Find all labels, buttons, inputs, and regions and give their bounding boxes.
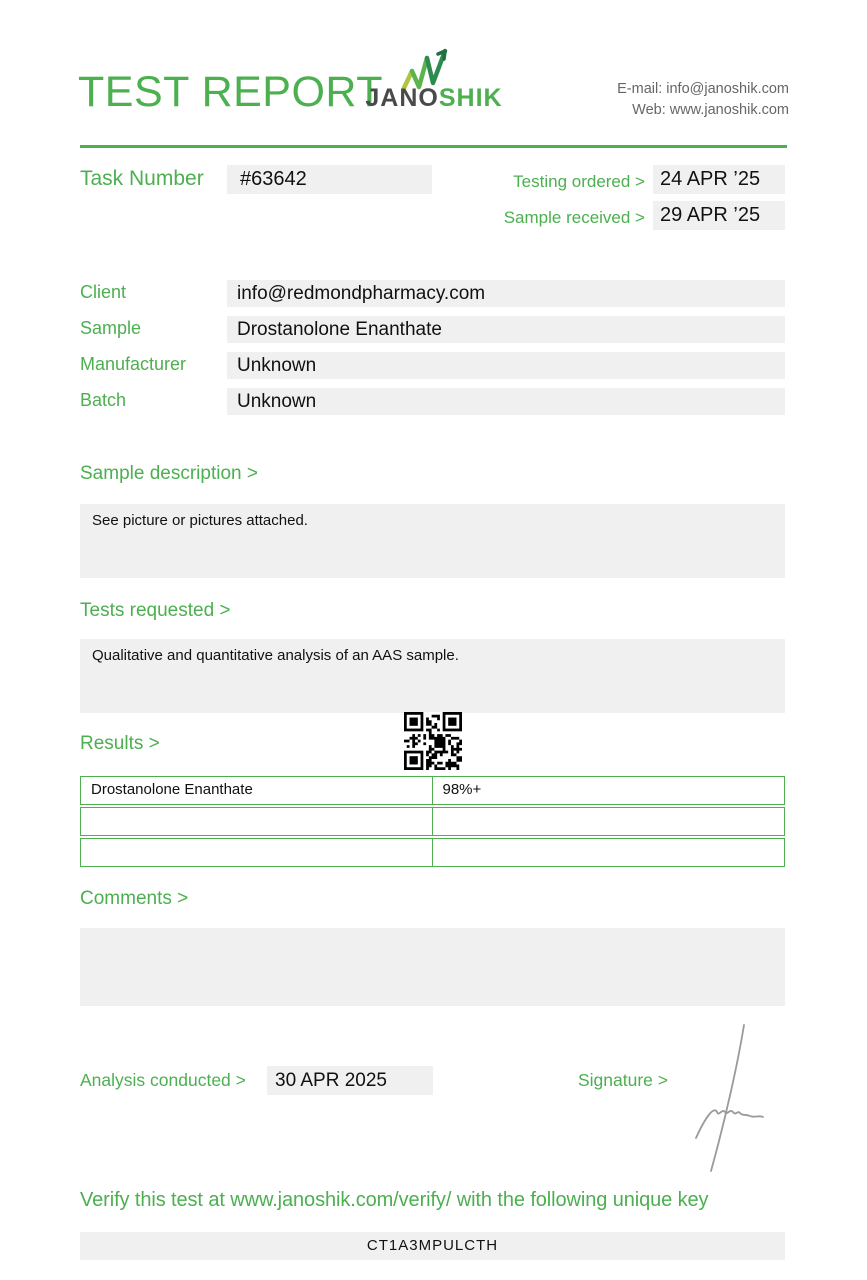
tests-requested-heading: Tests requested >: [80, 600, 231, 621]
manufacturer-value: Unknown: [237, 355, 317, 376]
comments-box: [80, 928, 785, 1006]
table-row: [80, 838, 785, 867]
unique-key-field: [80, 1232, 785, 1260]
brand-logo-text: [364, 84, 504, 113]
web-value: www.janoshik.com: [669, 102, 789, 118]
logo-part-green: SHIK: [438, 84, 503, 112]
comments-text: [80, 928, 785, 944]
signature-scrawl: [690, 1022, 770, 1176]
manufacturer-field: [227, 352, 785, 379]
table-row: [80, 807, 785, 836]
task-number-field: [227, 165, 432, 194]
batch-field: [227, 388, 785, 415]
manufacturer-label: Manufacturer: [80, 354, 187, 374]
web-label: Web:: [632, 102, 666, 118]
sample-received-field: [653, 201, 785, 230]
sample-value: Drostanolone Enanthate: [237, 319, 442, 340]
batch-value: Unknown: [237, 391, 317, 412]
result-substance-cell: [81, 808, 433, 835]
sample-description-box: [80, 504, 785, 578]
unique-key-value: CT1A3MPULCTH: [366, 1237, 499, 1254]
analysis-conducted-label: Analysis conducted >: [80, 1070, 246, 1090]
tests-requested-text: Qualitative and quantitative analysis of an AAS sample.: [92, 647, 459, 664]
sample-description-text: See picture or pictures attached.: [92, 512, 308, 529]
comments-heading: Comments >: [80, 888, 189, 909]
client-label: Client: [80, 282, 127, 302]
sample-received-value: 29 APR ’25: [660, 204, 761, 226]
email-value: info@janoshik.com: [666, 81, 789, 97]
table-row: [80, 776, 785, 805]
analysis-date-field: [267, 1066, 433, 1095]
logo-part-dark: JANO: [365, 84, 439, 112]
task-number-label: Task Number: [80, 167, 204, 190]
result-substance-cell: [81, 839, 433, 866]
email-label: E-mail:: [617, 81, 663, 97]
result-substance-cell: Drostanolone Enanthate: [81, 777, 433, 804]
client-field: [227, 280, 785, 307]
sample-description-heading: Sample description >: [80, 463, 258, 484]
testing-ordered-field: [653, 165, 785, 194]
sample-label: Sample: [80, 318, 142, 338]
verify-instruction: Verify this test at www.janoshik.com/verify/ with the following unique key: [80, 1189, 709, 1211]
header-divider: [80, 145, 787, 148]
batch-label: Batch: [80, 390, 127, 410]
contact-block: [617, 79, 789, 121]
testing-ordered-label: Testing ordered >: [513, 172, 645, 191]
page-title: TEST REPORT: [78, 68, 383, 116]
signature-label: Signature >: [578, 1070, 668, 1090]
contact-email-line: [617, 79, 789, 100]
results-table: [80, 776, 785, 869]
result-value-cell: [433, 839, 785, 866]
client-value: info@redmondpharmacy.com: [237, 283, 486, 304]
result-value-cell: 98%+: [442, 781, 482, 798]
sample-received-label: Sample received >: [503, 208, 645, 227]
sample-field: [227, 316, 785, 343]
result-value-cell: [433, 808, 785, 835]
task-number-value: #63642: [240, 168, 307, 190]
qr-code: [404, 712, 462, 770]
tests-requested-box: [80, 639, 785, 713]
analysis-date-value: 30 APR 2025: [275, 1070, 387, 1091]
testing-ordered-value: 24 APR ’25: [660, 168, 761, 190]
contact-web-line: [617, 100, 789, 121]
results-heading: Results >: [80, 733, 160, 754]
